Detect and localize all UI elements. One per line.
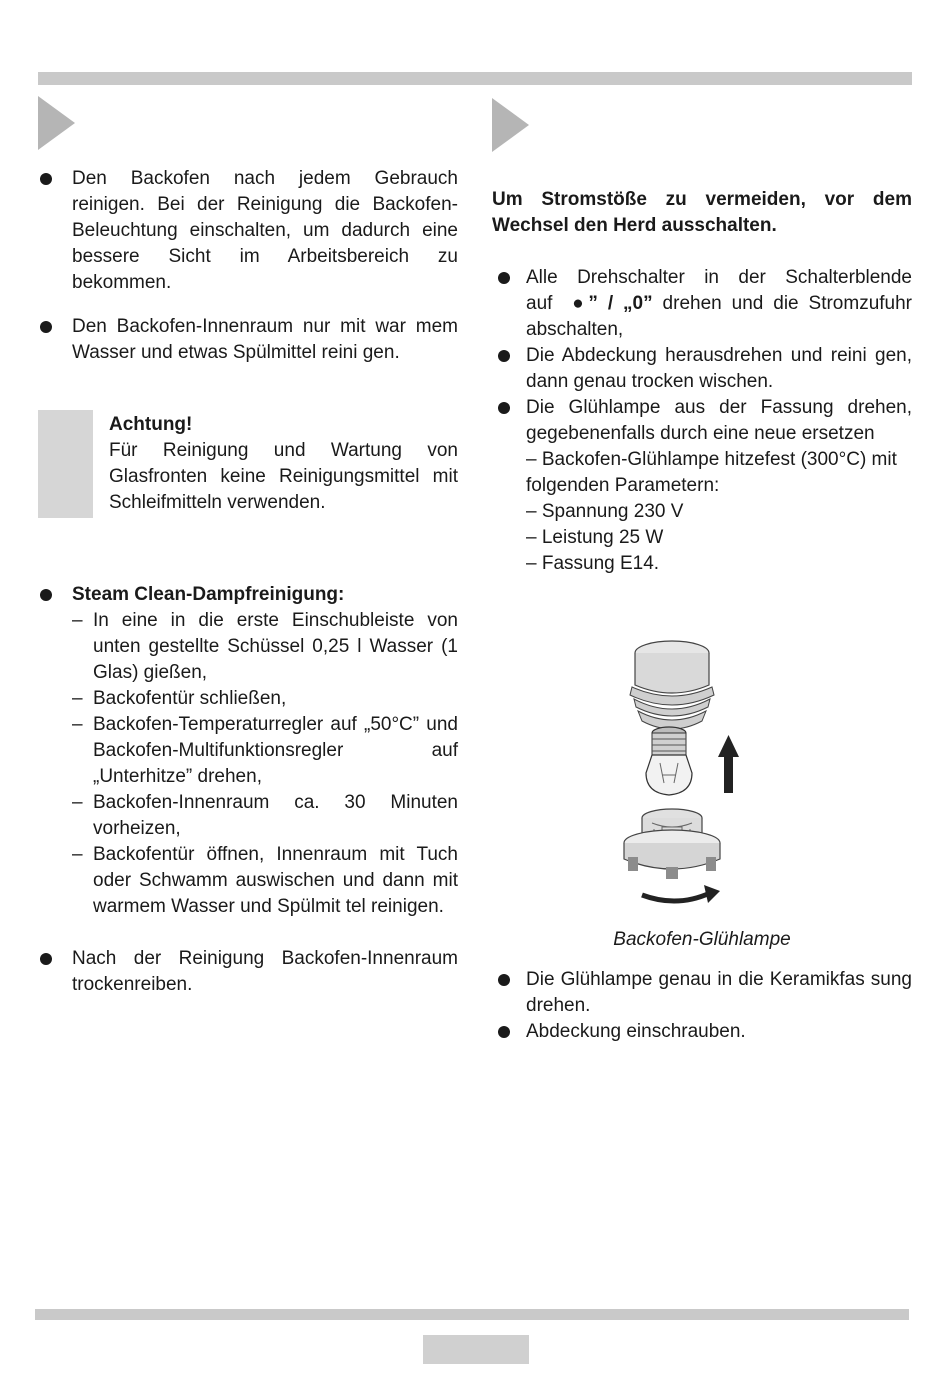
lamp-step-3: Die Glühlampe aus der Fassung drehen, gegebenenfalls durch eine neue ersetzen [492, 395, 912, 447]
dry-item: Nach der Reinigung Backofen-Innenraum trockenreiben. [38, 946, 458, 998]
lamp-step-1: Alle Drehschalter in der Schalterblende auf ●” / „0” drehen und die Stromzufuhr abschalten, [492, 265, 912, 343]
safety-warning: Um Stromstöße zu vermeiden, vor dem Wechsel den Herd ausschalten. [492, 189, 912, 236]
lamp-step-2: Die Abdeckung herausdrehen und reini gen, dann genau trocken wischen. [492, 343, 912, 395]
lamp-step-5: Abdeckung einschrauben. [492, 1019, 912, 1045]
cleaning-item-1: Den Backofen nach jedem Gebrauch reinigen. Bei der Reinigung die Backofen-Beleuchtung einschalten, um dadurch eine bessere Sicht im Arbeitsbereich zu bekommen. [38, 166, 458, 296]
section-marker-left-icon [38, 96, 75, 150]
steam-clean-section [38, 582, 458, 920]
section-marker-right-icon [492, 98, 529, 152]
note-title: Achtung! [109, 414, 193, 435]
bottom-rule [35, 1309, 909, 1320]
note-body: Für Reinigung und Wartung von Glasfronten keine Reinigungsmittel mit Schleifmitteln verwenden. [109, 440, 458, 513]
lamp-param-4: – Fassung E14. [526, 553, 660, 574]
top-rule [38, 72, 912, 85]
figure-caption: Backofen-Glühlampe [613, 929, 791, 950]
cleaning-item-2: Den Backofen-Innenraum nur mit war mem Wasser und etwas Spülmittel reini gen. [38, 314, 458, 366]
lamp-param-3: – Leistung 25 W [526, 527, 664, 548]
right-column [492, 187, 912, 1045]
lamp-param-2: – Spannung 230 V [526, 501, 684, 522]
off-position-symbol: ●” / „0” [572, 293, 653, 314]
lamp-step-4: Die Glühlampe genau in die Keramikfas sung drehen. [492, 967, 912, 1019]
steam-step-4: – Backofen-Innenraum ca. 30 Minuten vorheizen, [38, 790, 458, 842]
steam-clean-title: Steam Clean-Dampfreinigung: [38, 582, 458, 608]
oven-lamp-illustration [622, 623, 782, 913]
steam-step-3: – Backofen-Temperaturregler auf „50°C” und Backofen-Multifunktionsregler auf „Unterhitze” drehen, [38, 712, 458, 790]
attention-note [38, 410, 458, 516]
steam-step-2: – Backofentür schließen, [38, 686, 458, 712]
lamp-param-1: – Backofen-Glühlampe hitzefest (300°C) mit folgenden Parametern: [526, 449, 897, 496]
page-number-tab [423, 1335, 529, 1364]
note-marker [38, 410, 93, 518]
steam-step-1: – In eine in die erste Einschubleiste von unten gestellte Schüssel 0,25 l Wasser (1 Glas) gießen, [38, 608, 458, 686]
steam-step-5: – Backofentür öffnen, Innenraum mit Tuch oder Schwamm auswischen und dann mit warmem Wasser und Spülmit tel reinigen. [38, 842, 458, 920]
left-column [38, 166, 458, 998]
